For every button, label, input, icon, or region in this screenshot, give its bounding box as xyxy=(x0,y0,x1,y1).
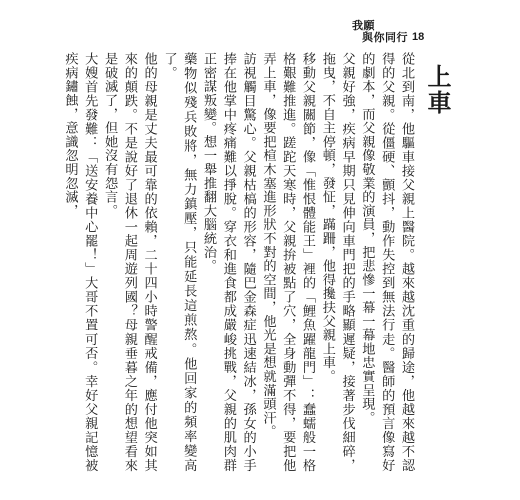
page-number: 18 xyxy=(412,31,425,43)
paragraph: 訪視觸目驚心。父親枯槁的形容，隨巴金森症迅速結冰，孫女的小手捧在他掌中疼痛難以掙脫。穿衣和進食都成嚴峻挑戰，父親的肌肉群正密謀叛變。想一舉推翻大腦統治。 xyxy=(201,52,256,472)
paragraph: 移動父親關節，像「惟恨體能王」裡的「鯉魚躍龍門」：蠢蠕般一格格艱難推進。蹉跎天寒時，父親拚被點了穴，全身動彈不得，要把他弄上車，像要把楦木塞進形狀不對的空間，他光是想就滿頭汗。 xyxy=(260,52,316,472)
book-title-line1: 我願 xyxy=(352,19,375,32)
paragraph: 他的母親是丈夫最可靠的依賴，二十四小時警醒戒備，應付他突如其來的顛跌。不是說好了退休一起周遊列國？母親垂暮之年的想望看來是破滅了，但她沒有怨言。 xyxy=(102,52,157,472)
paragraph: 父親好強，疾病早期只見伸向車門把的手略顯遲疑，接著步伐細碎，拖曳，不自主停頓，發怔，蹣跚，他得攙扶父親上車。 xyxy=(319,52,355,472)
running-header xyxy=(352,20,424,44)
paragraph: 大嫂首先發難：「送安養中心罷！」大哥不置可否。幸好父親記憶被疾病鏽蝕，意識忽明忽滅， xyxy=(62,52,98,472)
paragraph: 從北到南，他驅車接父親上醫院。越來越沈重的歸途，他越來越不認得的父親。從僵硬、顫抖，動作失控到無法行走。醫師的預言像寫好的劇本，而父親像敬業的演員，把悲慘一幕一幕地忠實呈現。 xyxy=(359,52,414,472)
paragraph: 藥物似殘兵敗將，無力鎮壓，只能延長這煎熬。他回家的頻率變高了。 xyxy=(161,52,197,472)
book-title-line2: 與你同行 xyxy=(362,31,408,44)
chapter-title: 上車 xyxy=(423,64,451,116)
book-title xyxy=(352,20,408,44)
body-text xyxy=(60,52,416,472)
